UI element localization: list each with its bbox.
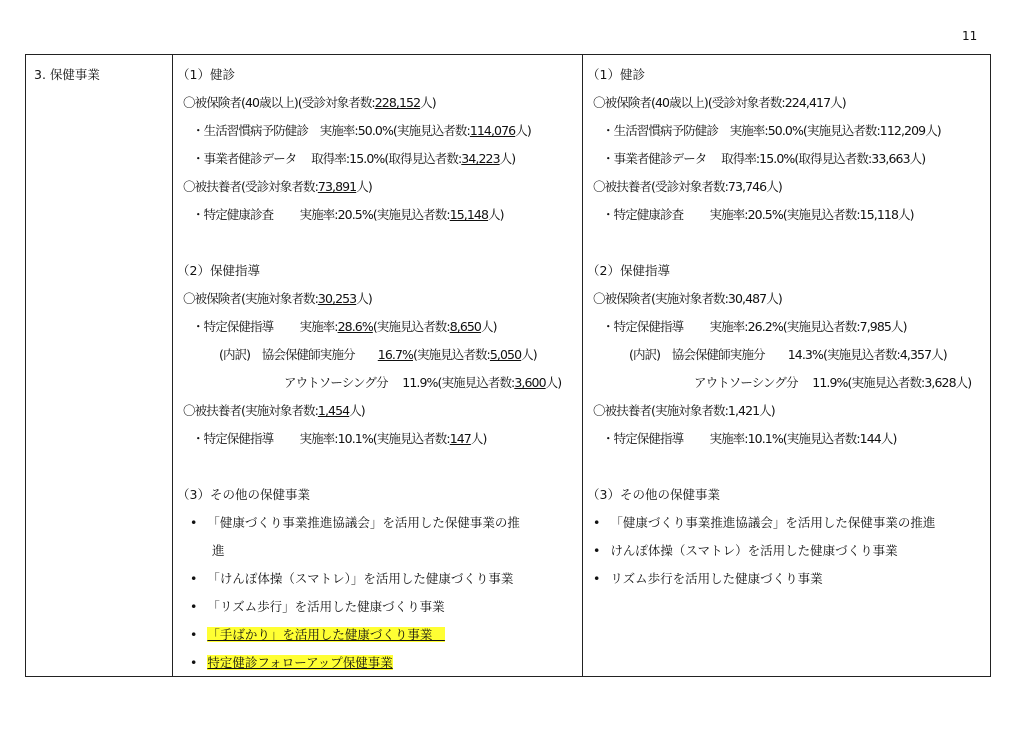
guidance-insured-line: 〇被保険者(実施対象者数:30,253人) [183, 291, 372, 306]
section-cell [26, 55, 172, 676]
guidance-insured-line: 〇被保険者(実施対象者数:30,487人) [593, 291, 782, 306]
list-item: • けんぽ体操（スマトレ）を活用した健康づくり事業 [593, 543, 898, 558]
heading-other-programs: （3）その他の保健事業 [587, 487, 720, 502]
heading-checkups: （1）健診 [177, 67, 235, 82]
guidance-specific-line: ・特定保健指導 実施率:28.6%(実施見込者数:8,650人) [192, 319, 497, 334]
heading-health-guidance: （2）保健指導 [177, 263, 260, 278]
list-item-highlighted: • 特定健診フォローアップ保健事業 [190, 655, 393, 670]
list-item: • 「健康づくり事業推進協議会」を活用した保健事業の推進 [593, 515, 936, 530]
guidance-dependent-specific-line: ・特定保健指導 実施率:10.1%(実施見込者数:147人) [192, 431, 487, 446]
guidance-breakdown-line: (内訳) 協会保健師実施分 14.3%(実施見込者数:4,357人) [629, 347, 947, 362]
lifestyle-checkup-line: ・生活習慣病予防健診 実施率:50.0%(実施見込者数:114,076人) [192, 123, 531, 138]
employer-data-line: ・事業者健診データ 取得率:15.0%(取得見込者数:33,663人) [602, 151, 926, 166]
list-item: • リズム歩行を活用した健康づくり事業 [593, 571, 823, 586]
employer-data-line: ・事業者健診データ 取得率:15.0%(取得見込者数:34,223人) [192, 151, 516, 166]
list-item-continuation: 進 [212, 543, 225, 558]
lifestyle-checkup-line: ・生活習慣病予防健診 実施率:50.0%(実施見込者数:112,209人) [602, 123, 941, 138]
list-item: • 「リズム歩行」を活用した健康づくり事業 [190, 599, 445, 614]
left-plan-cell [173, 55, 582, 676]
dependents-line: 〇被扶養者(受診対象者数:73,746人) [593, 179, 782, 194]
insured-line: 〇被保険者(40歳以上)(受診対象者数:224,417人) [593, 95, 846, 110]
specific-checkup-line: ・特定健康診査 実施率:20.5%(実施見込者数:15,148人) [192, 207, 504, 222]
guidance-dependents-line: 〇被扶養者(実施対象者数:1,454人) [183, 403, 365, 418]
list-item: • 「健康づくり事業推進協議会」を活用した保健事業の推 [190, 515, 520, 530]
guidance-breakdown-line: (内訳) 協会保健師実施分 16.7%(実施見込者数:5,050人) [219, 347, 537, 362]
heading-health-guidance: （2）保健指導 [587, 263, 670, 278]
dependents-line: 〇被扶養者(受診対象者数:73,891人) [183, 179, 372, 194]
guidance-outsourcing-line: アウトソーシング分 11.9%(実施見込者数:3,628人) [694, 375, 972, 390]
list-item: • 「けんぽ体操（スマトレ）」を活用した健康づくり事業 [190, 571, 514, 586]
plan-comparison-table [25, 54, 991, 677]
specific-checkup-line: ・特定健康診査 実施率:20.5%(実施見込者数:15,118人) [602, 207, 914, 222]
heading-other-programs: （3）その他の保健事業 [177, 487, 310, 502]
insured-line: 〇被保険者(40歳以上)(受診対象者数:228,152人) [183, 95, 436, 110]
right-plan-cell [583, 55, 992, 676]
guidance-dependent-specific-line: ・特定保健指導 実施率:10.1%(実施見込者数:144人) [602, 431, 897, 446]
heading-checkups: （1）健診 [587, 67, 645, 82]
guidance-specific-line: ・特定保健指導 実施率:26.2%(実施見込者数:7,985人) [602, 319, 907, 334]
page-number: 11 [962, 29, 978, 43]
guidance-dependents-line: 〇被扶養者(実施対象者数:1,421人) [593, 403, 775, 418]
list-item-highlighted: • 「手ばかり」を活用した健康づくり事業 [190, 627, 445, 642]
guidance-outsourcing-line: アウトソーシング分 11.9%(実施見込者数:3,600人) [284, 375, 562, 390]
section-title: 3. 保健事業 [34, 67, 100, 82]
